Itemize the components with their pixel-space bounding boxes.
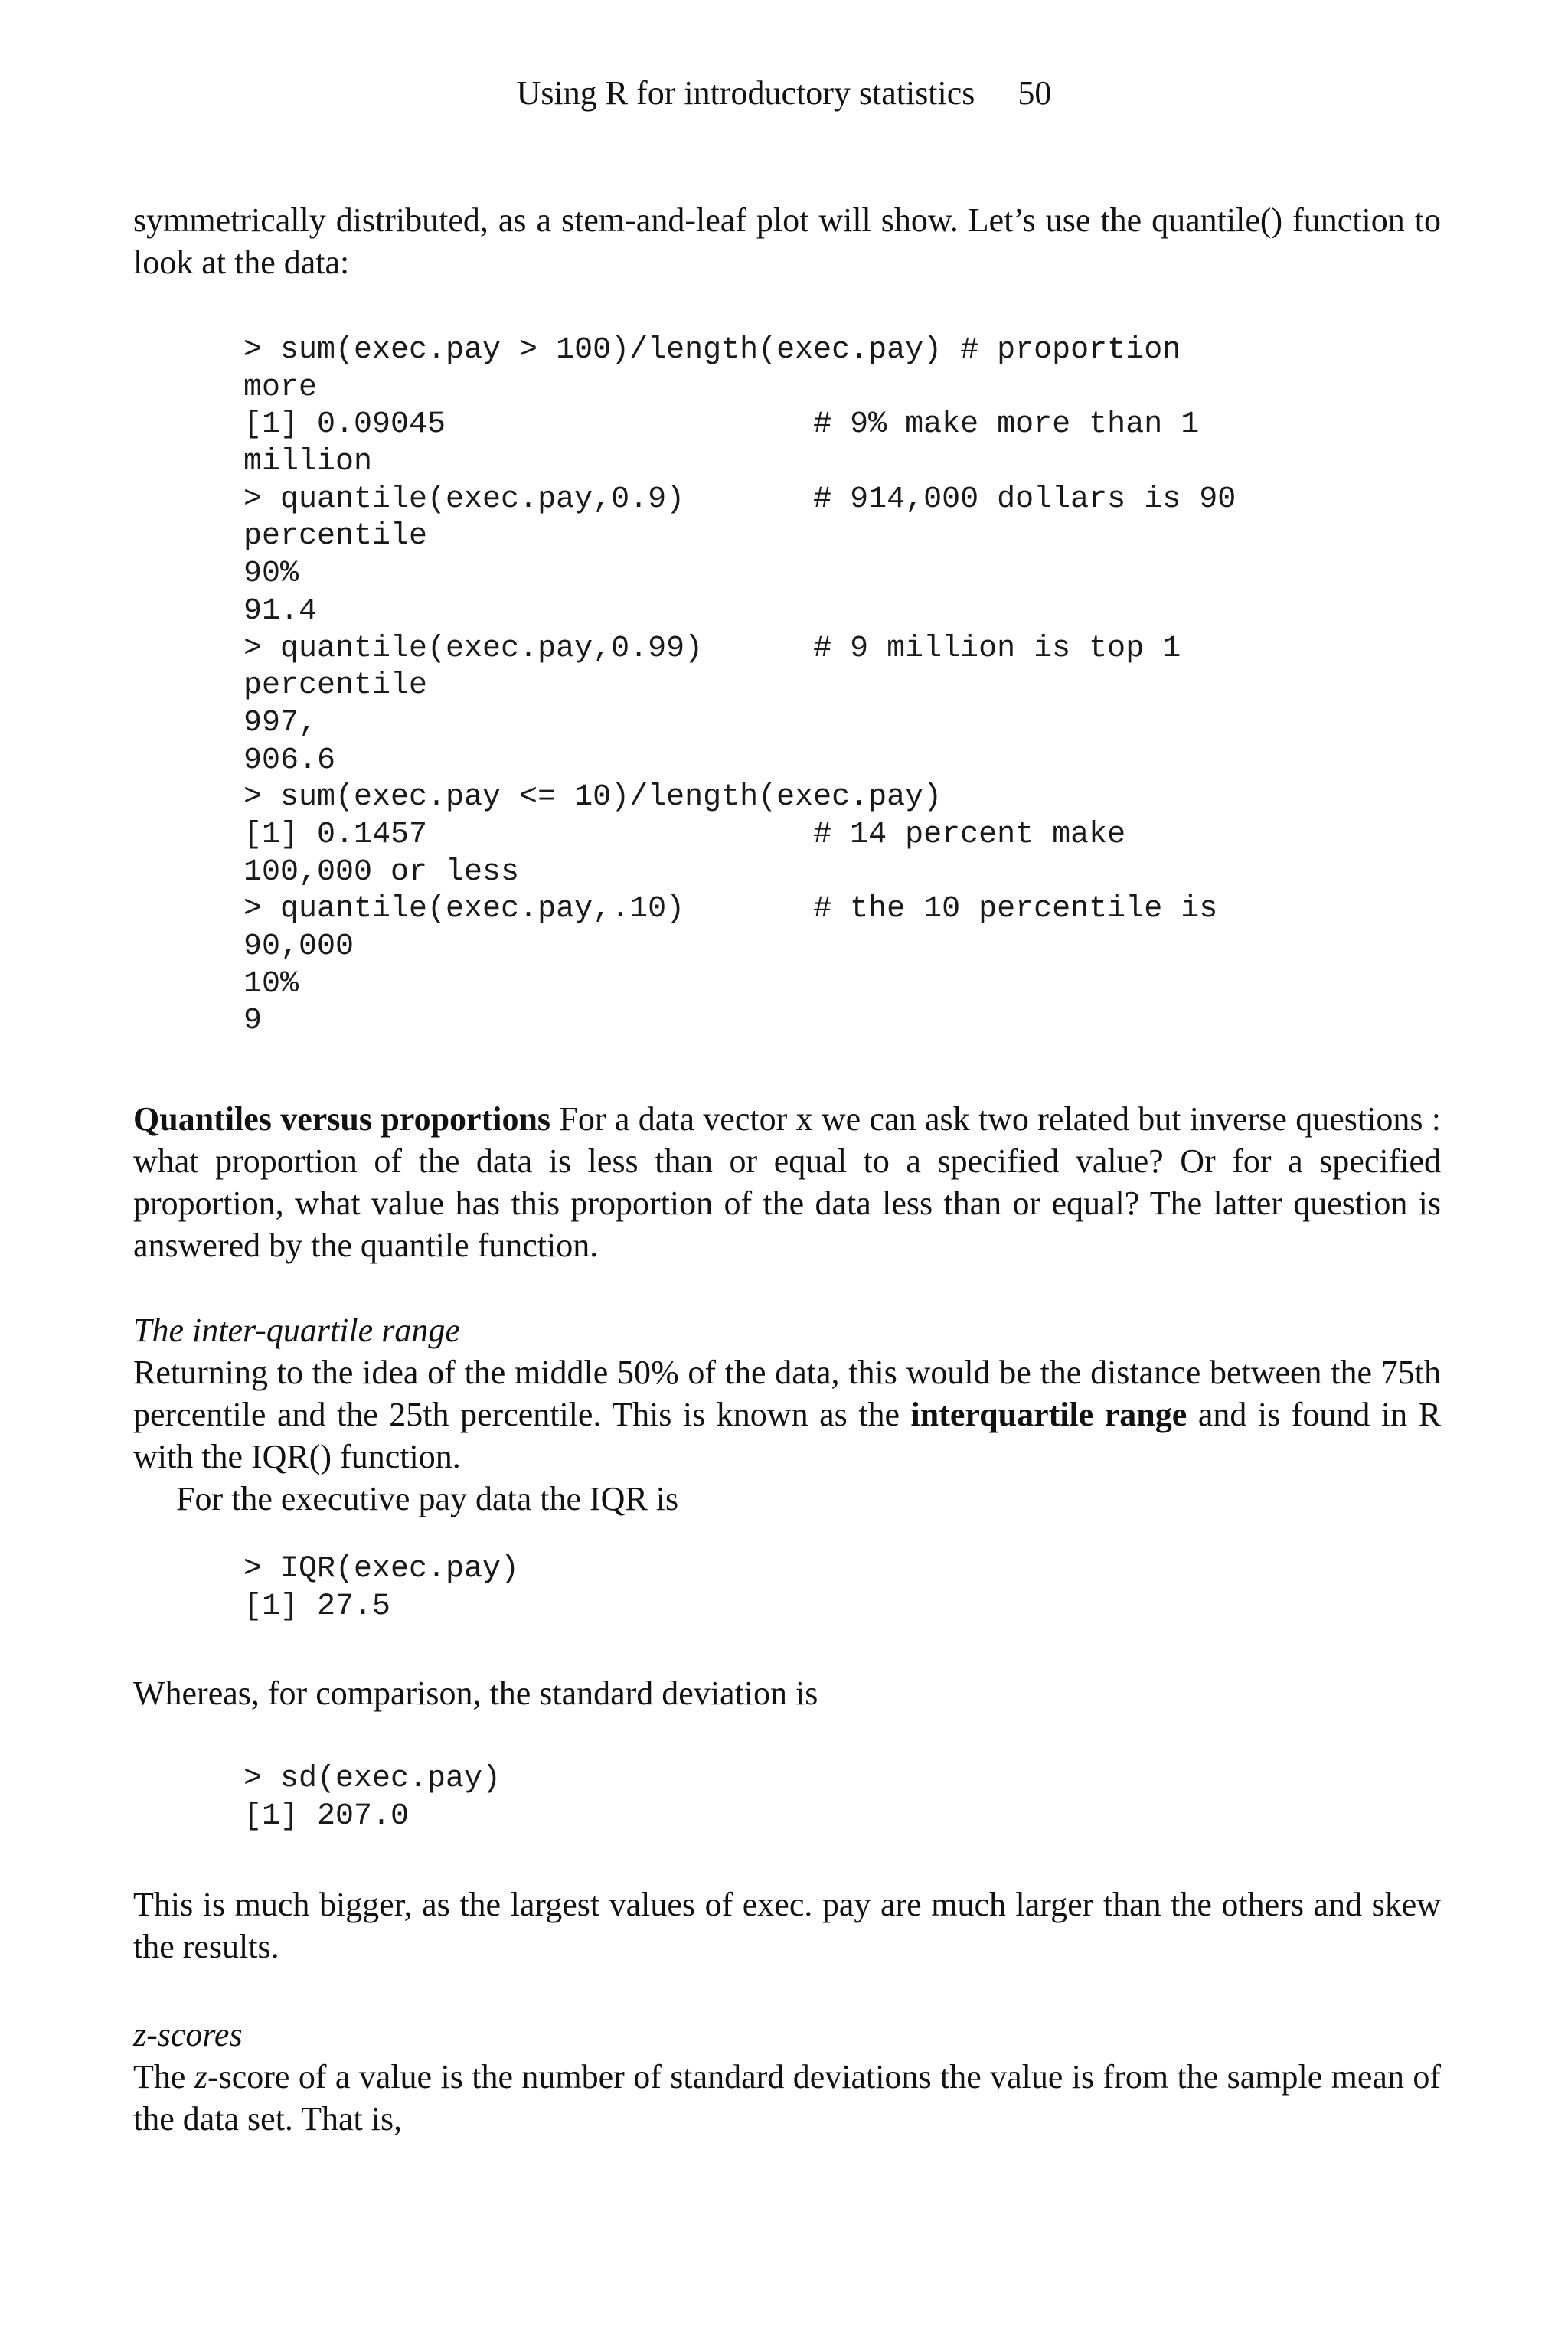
code-line: > sum(exec.pay <= 10)/length(exec.pay) — [243, 780, 942, 815]
code-line: percentile — [243, 668, 428, 704]
zscore-text-pre: The — [133, 2058, 194, 2096]
code-line: 997, — [243, 705, 318, 740]
intro-text: symmetrically distributed, as a stem-and-leaf plot will show. Let’s use the quantile() function to look at the data: — [133, 201, 1441, 281]
quantiles-versus-proportions-paragraph — [133, 1098, 1441, 1266]
code-line: 100,000 or less — [243, 854, 520, 890]
quantiles-text: For a data vector x we can ask two related but inverse questions : what proportion of the data is less than or equal to a specified value? Or for a specified proportion, what value has this proportion of the data less than or equal? The latter question is answered by the quantile function. — [133, 1100, 1442, 1264]
iqr-section — [133, 1309, 1441, 1520]
code-line: percentile — [243, 519, 428, 554]
code-line: > quantile(exec.pay,.10) # the 10 percentile is — [243, 892, 1218, 927]
zscore-variable: z — [194, 2058, 207, 2096]
page-number: 50 — [1018, 74, 1052, 112]
code-block-quantiles — [243, 332, 1236, 1040]
code-block-sd — [243, 1761, 501, 1835]
code-line: 90,000 — [243, 929, 354, 964]
code-line: more — [243, 370, 318, 405]
code-block-iqr — [243, 1551, 519, 1625]
sd-comment-text: This is much bigger, as the largest values of exec. pay are much larger than the others and skew the results. — [133, 1886, 1441, 1965]
sd-intro-text: Whereas, for comparison, the standard deviation is — [133, 1674, 818, 1712]
code-line: [1] 27.5 — [243, 1589, 391, 1624]
code-line: > quantile(exec.pay,0.99) # 9 million is top 1 — [243, 631, 1181, 666]
code-line: [1] 0.1457 # 14 percent make — [243, 817, 1126, 852]
zscore-paragraph — [133, 2056, 1441, 2140]
intro-paragraph — [133, 199, 1441, 283]
code-line: 91.4 — [243, 593, 318, 629]
iqr-text-after: and is found in R with the IQR() function. — [133, 1396, 1441, 1475]
code-line: > IQR(exec.pay) — [243, 1552, 520, 1586]
quantiles-heading: Quantiles versus proportions — [133, 1100, 551, 1138]
running-header — [0, 70, 1568, 116]
zscore-text-post: -score of a value is the number of standard deviations the value is from the sample mean of the data set. That is, — [133, 2058, 1442, 2138]
code-line: 10% — [243, 966, 299, 1001]
code-line: > sd(exec.pay) — [243, 1762, 501, 1796]
code-line: [1] 0.09045 # 9% make more than 1 — [243, 407, 1200, 443]
code-line: > sum(exec.pay > 100)/length(exec.pay) # proportion — [243, 333, 1181, 368]
iqr-text-before: Returning to the idea of the middle 50% of the data, this would be the distance between the 75th percentile and the 25th percentile. This is known as the — [133, 1354, 1441, 1433]
iqr-exec-pay-line: For the executive pay data the IQR is — [176, 1480, 679, 1517]
code-line: > quantile(exec.pay,0.9) # 914,000 dollars is 90 — [243, 482, 1236, 517]
code-line: 906.6 — [243, 743, 336, 778]
code-line: [1] 207.0 — [243, 1798, 410, 1834]
code-line: 90% — [243, 557, 299, 592]
sd-comment-paragraph — [133, 1883, 1441, 1968]
iqr-heading: The inter-quartile range — [133, 1312, 460, 1349]
code-line: million — [243, 445, 373, 480]
zscore-section — [133, 2014, 1441, 2140]
iqr-paragraph — [133, 1351, 1441, 1478]
sd-intro-paragraph — [133, 1672, 1441, 1714]
code-line: 9 — [243, 1004, 263, 1039]
zscore-heading: z-scores — [133, 2016, 243, 2053]
iqr-bold-term: interquartile range — [910, 1396, 1187, 1433]
header-title: Using R for introductory statistics — [516, 74, 975, 112]
